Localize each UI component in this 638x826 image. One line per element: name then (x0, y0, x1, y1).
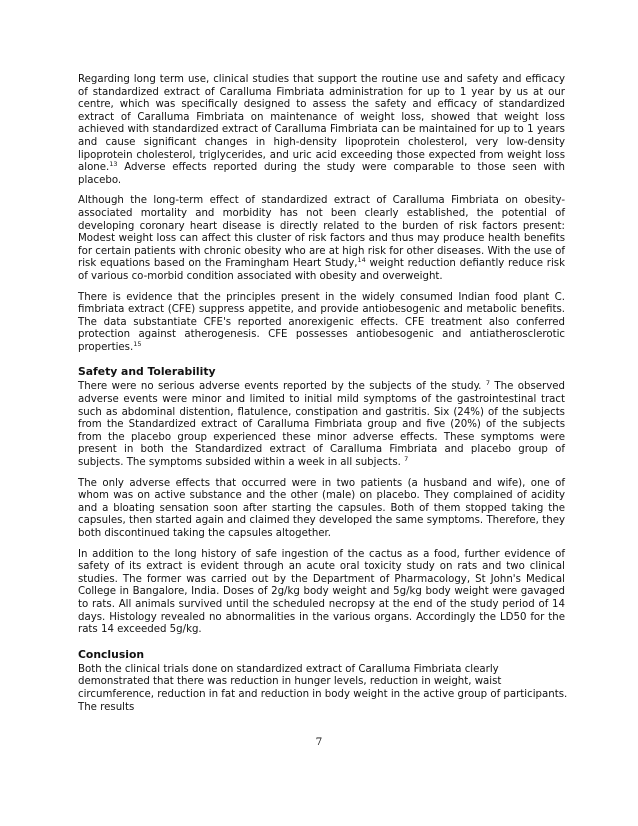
paragraph-cfe-evidence: There is evidence that the principles present in the widely consumed Indian food plant C. fimbriata extract (CFE) suppress appetite, and provide antiobesogenic and metabolic benefits. The data substantiate CFE's reported anorexigenic effects. CFE treatment also conferred protection against atherogenesis. CFE possesses antiobesogenic and antiatherosclerotic properties.$^{15}$ (78, 291, 565, 353)
paragraph-conclusion: Both the clinical trials done on standardized extract of Caralluma Fimbriata clearly demonstrated that there was reduction in hunger levels, reduction in weight, waist circumference, reduction in fat and reduction in body weight in the active group of participants. The results (78, 663, 568, 713)
heading-safety-tolerability: Safety and Tolerability (78, 365, 216, 379)
citation-13: 13 (109, 160, 118, 169)
paragraph-adverse-events: There were no serious adverse events reported by the subjects of the study. $^7$ The observed adverse events were minor and limited to initial mild symptoms of the gastrointestinal tract such as abdominal distention, flatulence, constipation and gastritis. Six (24%) of the subjects from the Standardized extract of Caralluma Fimbriata group and five (20%) of the subjects from the placebo group experienced these minor adverse effects. These symptoms were present in both the Standardized extract of Caralluma Fimbriata and placebo group of subjects. The symptoms subsided within a week in all subjects. $^7$ (78, 379, 565, 469)
heading-conclusion: Conclusion (78, 647, 145, 661)
paragraph-framingham: Although the long-term effect of standardized extract of Caralluma Fimbriata on obesity-associated mortality and morbidity has not been clearly established, the potential of developing coronary heart disease is directly related to the burden of risk factors present: Modest weight loss can affect this cluster of risk factors and thus may produce health benefits for certain patients with chronic obesity who are at high risk for other diseases. With the use of risk equations based on the Framingham Heart Study,$^{14}$ weight reduction defiantly reduce risk of various co-morbid condition associated with obesity and overweight. (78, 195, 566, 282)
page-number: 7 (315, 736, 323, 748)
citation-14: 14 (357, 256, 366, 265)
citation-7: 7 (485, 379, 490, 388)
citation-15: 15 (133, 339, 142, 348)
paragraph-only-adverse-effects: The only adverse effects that occurred were in two patients (a husband and wife), one of whom was on active substance and the other (male) on placebo. They complained of acidity and a bloating sensation soon after starting the capsules. Both of them stopped taking the capsules, then started again and claimed they developed the same symptoms. Therefore, they both discontinued taking the capsules altogether. (78, 477, 565, 539)
document-body (78, 74, 568, 714)
citation-7-second: 7 (404, 455, 409, 464)
paragraph-long-term-use: Regarding long term use, clinical studies that support the routine use and safety and efficacy of standardized extract of Caralluma Fimbriata administration for up to 1 year by us at our centre, which was specifically designed to assess the safety and efficacy of standardized extract of Caralluma Fimbriata on maintenance of weight loss, showed that weight loss achieved with standardized extract of Caralluma Fimbriata can be maintained for up to 1 years and cause significant changes in high-density lipoprotein cholesterol, very low-density lipoprotein cholesterol, triglycerides, and uric acid exceeding those expected from weight loss alone.$^{13}$ Adverse effects reported during the study were comparable to those seen with placebo. (78, 74, 565, 186)
paragraph-toxicity-study: In addition to the long history of safe ingestion of the cactus as a food, further evidence of safety of its extract is evident through an acute oral toxicity study on rats and two clinical studies. The former was carried out by the Department of Pharmacology, St John's Medical College in Bangalore, India. Doses of 2g/kg body weight and 5g/kg body weight were gavaged to rats. All animals survived until the scheduled necropsy at the end of the study period of 14 days. Histology revealed no abnormalities in the various organs. Accordingly the LD50 for the rats 14 exceeded 5g/kg. (78, 548, 565, 636)
